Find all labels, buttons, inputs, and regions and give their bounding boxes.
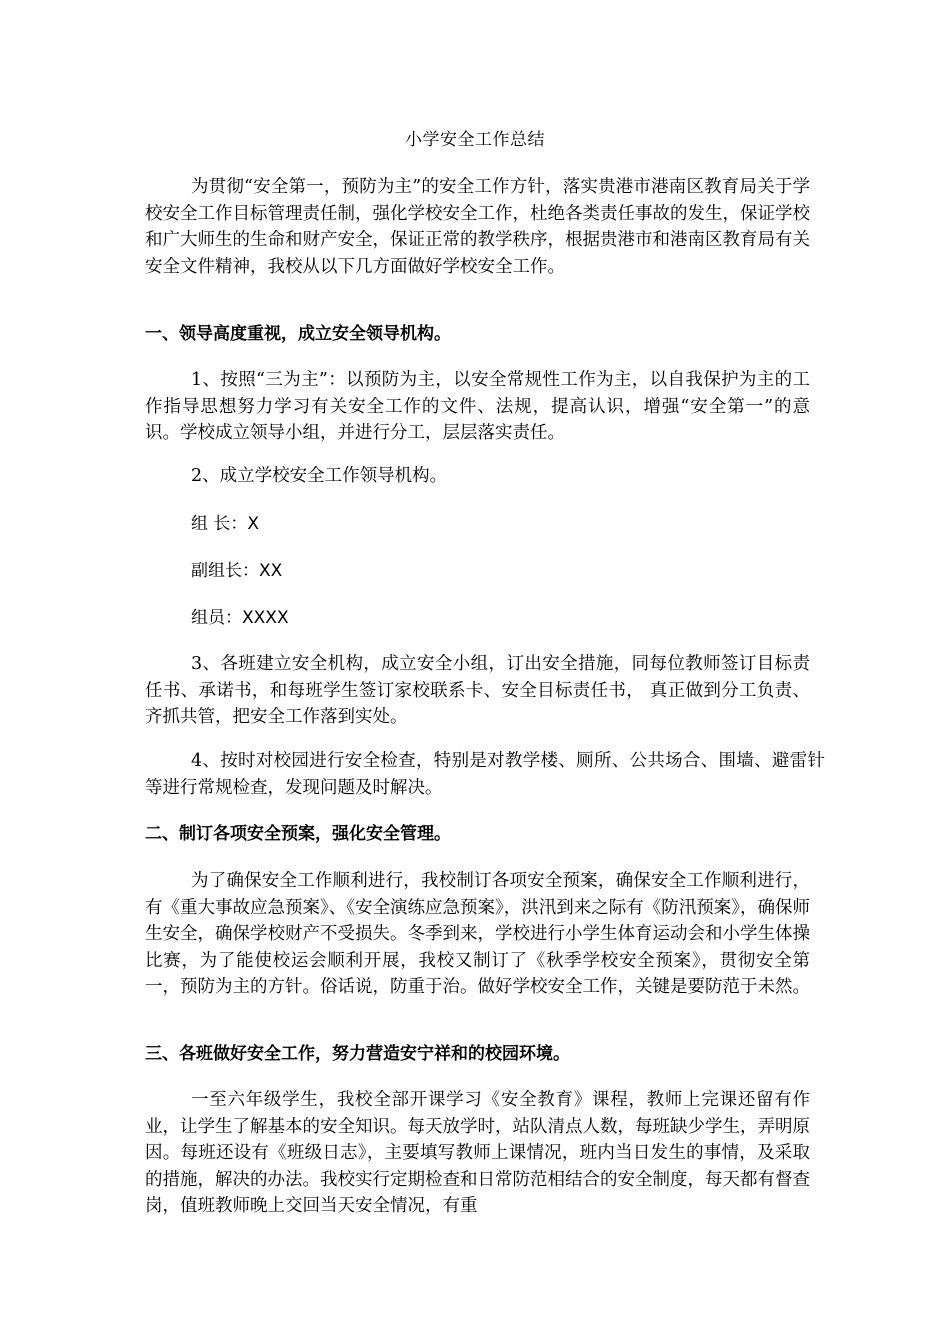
page-title: 小学安全工作总结 bbox=[405, 130, 545, 150]
leader-line: 组 长：X bbox=[191, 514, 260, 534]
section-1-item-2: 2、成立学校安全工作领导机构。 bbox=[191, 466, 448, 486]
section-2-body: 为了确保安全工作顺利进行，我校制订各项安全预案，确保安全工作顺利进行，有《重大事故应急预案》、《安全演练应急预案》，洪汛到来之际有《防汛预案》，确保师生安全，确保学校财产不受损失。冬季到来，学校进行小学生体育运动会和小学生体操比赛，为了能使校运会顺利开展，我校又制订了《秋季学校安全预案》，贯彻安全第一，预防为主的方针。俗话说，防重于治。做好学校安全工作，关键是要防范于未然。 bbox=[145, 871, 810, 997]
section-3-body: 一至六年级学生，我校全部开课学习《安全教育》课程，教师上完课还留有作业，让学生了解基本的安全知识。每天放学时，站队清点人数，每班缺少学生，弄明原因。每班还设有《班级日志》，主要填写教师上课情况，班内当日发生的事情，及采取的措施，解决的办法。我校实行定期检查和日常防范相结合的安全制度，每天都有督查岗，值班教师晚上交回当天安全情况，有重 bbox=[145, 1090, 810, 1216]
section-3-heading: 三、各班做好安全工作，努力营造安宁祥和的校园环境。 bbox=[145, 1044, 570, 1064]
section-1-item-1: 1、按照“三为主”：以预防为主，以安全常规性工作为主，以自我保护为主的工作指导思想努力学习有关安全工作的文件、法规，提高认识，增强“安全第一”的意识。学校成立领导小组，并进行分工，层层落实责任。 bbox=[145, 370, 810, 443]
members-line: 组员：XXXX bbox=[191, 608, 289, 628]
section-1-heading: 一、领导高度重视，成立安全领导机构。 bbox=[145, 324, 451, 344]
intro-paragraph: 为贯彻“安全第一，预防为主”的安全工作方针，落实贵港市港南区教育局关于学校安全工作目标管理责任制，强化学校安全工作，杜绝各类责任事故的发生，保证学校和广大师生的生命和财产安全，保证正常的教学秩序，根据贵港市和港南区教育局有关安全文件精神，我校从以下几方面做好学校安全工作。 bbox=[145, 177, 810, 277]
section-1-item-3: 3、各班建立安全机构，成立安全小组，订出安全措施，同每位教师签订目标责任书、承诺书，和每班学生签订家校联系卡、安全目标责任书， 真正做到分工负责、齐抓共管，把安全工作落到实处。 bbox=[145, 654, 810, 727]
section-2-heading: 二、制订各项安全预案，强化安全管理。 bbox=[145, 824, 451, 844]
deputy-line: 副组长：XX bbox=[191, 561, 283, 581]
section-1-item-4: 4、按时对校园进行安全检查，特别是对教学楼、厕所、公共场合、围墙、避雷针等进行常规检查，发现问题及时解决。 bbox=[145, 751, 825, 798]
